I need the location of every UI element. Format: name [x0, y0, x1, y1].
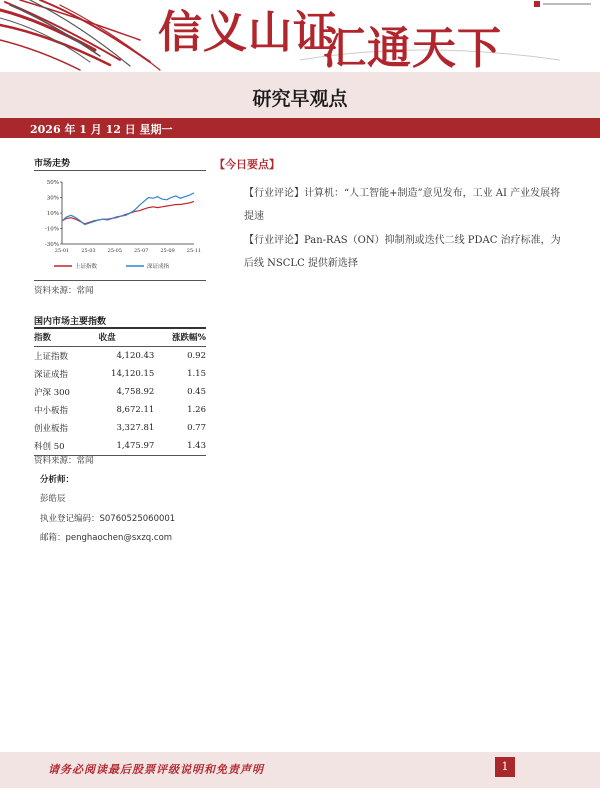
analyst-name: 彭皓辰	[40, 494, 66, 504]
key-point-item	[244, 229, 570, 275]
table-row	[34, 383, 206, 401]
index-change: 0.45	[187, 387, 206, 397]
table-row	[34, 437, 206, 456]
index-name: 创业板指	[34, 424, 69, 434]
divider	[34, 170, 206, 171]
key-points-title: 【今日要点】	[214, 158, 280, 171]
index-name: 上证指数	[34, 352, 69, 362]
x-tick-label: 25-01	[54, 248, 70, 254]
index-change: 0.77	[187, 423, 206, 433]
y-tick-label: 30%	[46, 195, 59, 202]
table-row	[34, 401, 206, 419]
col-header-index: 指数	[34, 330, 89, 347]
index-change: 1.26	[187, 405, 206, 415]
table-header-row	[34, 330, 206, 347]
x-tick-label: 25-05	[107, 248, 123, 254]
series-line	[62, 193, 194, 225]
header-banner	[0, 0, 600, 72]
key-point-tag: 【行业评论】	[244, 235, 304, 246]
index-name: 中小板指	[34, 406, 69, 416]
index-name: 深证成指	[34, 370, 69, 380]
x-tick-label: 25-03	[81, 248, 96, 254]
y-tick-label: -30%	[44, 242, 59, 248]
index-change: 1.43	[154, 437, 206, 456]
y-tick-label: -10%	[44, 226, 59, 233]
page-number: 1	[495, 757, 515, 777]
indices-source: 资料来源：常闻	[34, 456, 94, 466]
divider	[34, 280, 206, 281]
col-header-close: 收盘	[89, 330, 155, 347]
y-tick-label: 10%	[46, 211, 59, 217]
indices-table	[34, 330, 206, 456]
slogan-part2: 汇通天下	[322, 23, 502, 72]
footer-disclaimer: 请务必阅读最后股票评级说明和免责声明	[48, 763, 264, 776]
market-trend-chart	[34, 176, 206, 276]
y-tick-label: 50%	[46, 180, 59, 186]
report-date: 2026 年 1 月 12 日 星期一	[30, 123, 173, 136]
key-point-item	[244, 182, 570, 228]
index-change: 1.15	[187, 369, 206, 379]
index-close: 1,475.97	[89, 437, 155, 456]
index-close: 3,327.81	[116, 423, 155, 433]
legend-label: 深证成指	[147, 264, 170, 270]
index-close: 4,120.43	[116, 351, 155, 361]
index-close: 4,758.92	[116, 387, 155, 397]
key-point-text: Pan-RAS（ON）抑制剂或迭代二线 PDAC 治疗标准，为后线 NSCLC 提供新选择	[244, 235, 561, 269]
analyst-email: 邮箱：penghaochen@sxzq.com	[40, 533, 173, 543]
table-row	[34, 347, 206, 366]
x-tick-label: 25-09	[160, 248, 175, 254]
indices-title: 国内市场主要指数	[34, 317, 107, 327]
market-trend-title: 市场走势	[34, 159, 71, 169]
analyst-license: 执业登记编码：S0760525060001	[40, 514, 176, 524]
slogan-part1: 信义山证	[158, 7, 338, 58]
analyst-label: 分析师：	[40, 475, 75, 485]
x-tick-label: 25-11	[186, 248, 202, 254]
index-name: 科创 50	[34, 437, 89, 456]
divider	[34, 327, 206, 329]
page-title: 研究早观点	[252, 88, 348, 110]
table-row	[34, 365, 206, 383]
brand-logo-icon	[534, 0, 594, 8]
index-change: 0.92	[187, 351, 206, 361]
table-row	[34, 419, 206, 437]
chart-svg	[34, 176, 206, 276]
legend-label: 上证指数	[75, 264, 98, 270]
col-header-change: 涨跌幅%	[154, 330, 206, 347]
key-point-tag: 【行业评论】	[244, 188, 304, 199]
index-name: 沪深 300	[34, 388, 70, 398]
index-close: 8,672.11	[116, 405, 155, 415]
index-close: 14,120.15	[111, 369, 155, 379]
x-tick-label: 25-07	[133, 248, 149, 254]
key-point-text: 计算机：“人工智能+制造”意见发布，工业 AI 产业发展将提速	[244, 188, 561, 222]
series-line	[62, 201, 194, 223]
chart-source: 资料来源：常闻	[34, 286, 94, 296]
